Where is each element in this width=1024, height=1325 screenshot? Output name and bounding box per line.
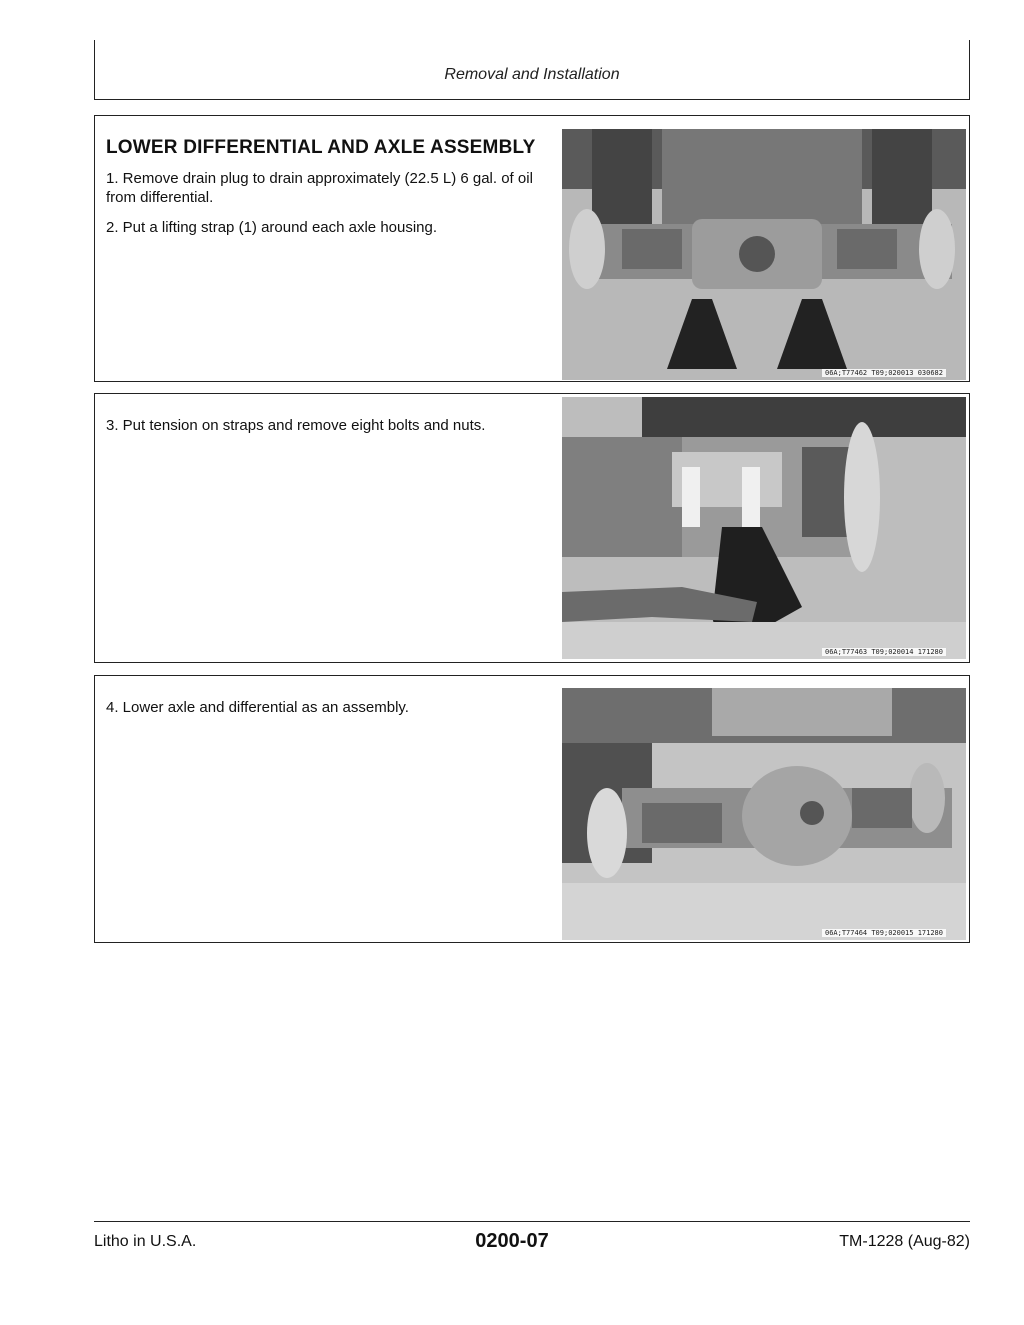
page-header <box>94 40 970 100</box>
instruction-text <box>106 676 546 717</box>
photo-axle-on-stands <box>562 129 966 380</box>
manual-identifier: TM-1228 (Aug-82) <box>839 1233 970 1250</box>
photo-lowered-assembly <box>562 688 966 940</box>
step-1: 1. Remove drain plug to drain approximately (22.5 L) 6 gal. of oil from differential. <box>106 170 533 206</box>
image-reference-code: 06A;T77462 T09;020013 030682 <box>822 369 946 377</box>
page-number: 0200-07 <box>475 1230 549 1252</box>
step-4: 4. Lower axle and differential as an assembly. <box>106 699 409 716</box>
photo-removing-bolts <box>562 397 966 659</box>
footer-rule <box>94 1221 970 1222</box>
procedure-heading: LOWER DIFFERENTIAL AND AXLE ASSEMBLY <box>106 137 536 158</box>
section-title: Removal and Installation <box>444 66 620 83</box>
instruction-panel-2 <box>94 393 970 663</box>
step-2: 2. Put a lifting strap (1) around each axle housing. <box>106 219 438 236</box>
image-reference-code: 06A;T77464 T09;020015 171280 <box>822 929 946 937</box>
instruction-panel-3 <box>94 675 970 943</box>
image-reference-code: 06A;T77463 T09;020014 171280 <box>822 648 946 656</box>
footer-print-origin: Litho in U.S.A. <box>94 1233 197 1250</box>
instruction-panel-1 <box>94 115 970 382</box>
step-3: 3. Put tension on straps and remove eight bolts and nuts. <box>106 417 486 434</box>
instruction-text <box>106 394 546 435</box>
instruction-text <box>106 116 546 237</box>
